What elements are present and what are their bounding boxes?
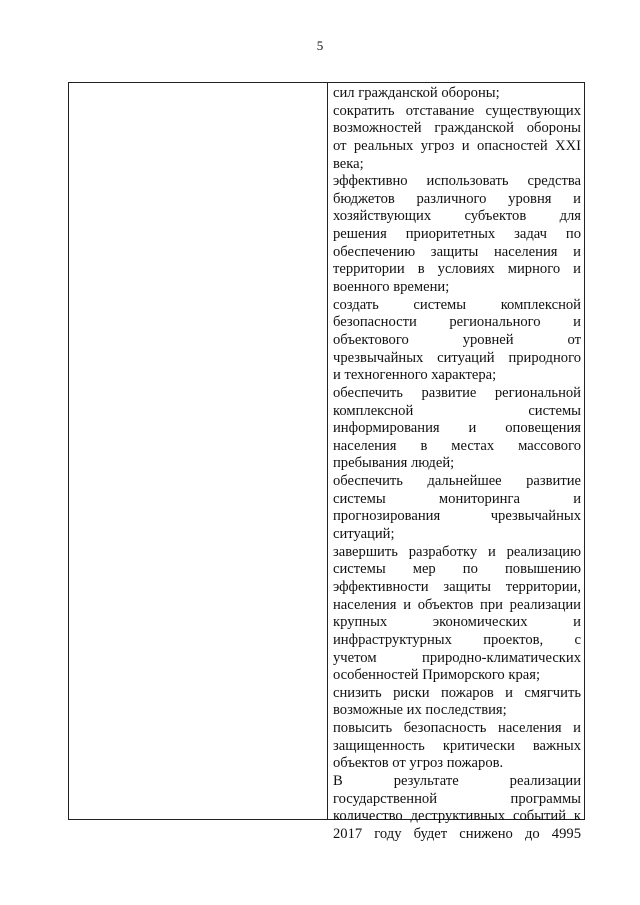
text-line: обеспечить развитие региональной xyxy=(333,384,581,401)
text-line: сил гражданской обороны; xyxy=(333,85,500,101)
text-line: пребывания людей; xyxy=(333,455,455,472)
text-line: особенностей Приморского края; xyxy=(333,667,541,684)
text-line: снизить риски пожаров и смягчить xyxy=(333,684,581,701)
text-line: государственной программы xyxy=(333,790,581,807)
text-line: сократить отставание существующих xyxy=(333,102,581,119)
text-line: военного времени; xyxy=(333,279,450,296)
text-line: защищенность критически важных xyxy=(333,737,581,754)
text-line: комплексной системы xyxy=(333,402,581,419)
text-line: обеспечить дальнейшее развитие xyxy=(333,473,581,490)
text-line: эффективности защиты территории, xyxy=(333,578,581,595)
text-line: обеспечению защиты населения и xyxy=(333,243,581,260)
text-line: территории в условиях мирного и xyxy=(333,261,581,278)
text-line: возможностей гражданской обороны xyxy=(333,120,581,137)
text-line: В результате реализации xyxy=(333,772,581,789)
text-line: объектов от угроз пожаров. xyxy=(333,755,504,772)
text-line: решения приоритетных задач по xyxy=(333,226,581,243)
table-left-cell xyxy=(69,83,328,819)
text-line: системы мониторинга и xyxy=(333,490,581,507)
page-number: 5 xyxy=(316,38,324,53)
text-line: возможные их последствия; xyxy=(333,702,507,719)
text-line: от реальных угроз и опасностей XXI xyxy=(333,137,581,154)
text-line: системы мер по повышению xyxy=(333,561,581,578)
text-line: эффективно использовать средства xyxy=(333,173,581,190)
text-line: бюджетов различного уровня и xyxy=(333,190,581,207)
text-line: прогнозирования чрезвычайных xyxy=(333,508,581,525)
text-line: учетом природно-климатических xyxy=(333,649,581,666)
text-line: крупных экономических и xyxy=(333,614,581,631)
text-line: чрезвычайных ситуаций природного xyxy=(333,349,581,366)
text-line: объектового уровней от xyxy=(333,331,581,348)
text-line: и техногенного характера; xyxy=(333,367,497,384)
table-right-cell xyxy=(328,83,584,842)
text-line: населения и объектов при реализации xyxy=(333,596,581,613)
text-line: количество деструктивных событий к xyxy=(333,808,581,825)
text-line: создать системы комплексной xyxy=(333,296,581,313)
text-line: хозяйствующих субъектов для xyxy=(333,208,581,225)
text-line: завершить разработку и реализацию xyxy=(333,543,581,560)
text-line: информирования и оповещения xyxy=(333,420,581,437)
text-line: века; xyxy=(333,155,364,172)
text-line: ситуаций; xyxy=(333,526,395,543)
text-line: 2017 году будет снижено до 4995 xyxy=(333,825,581,842)
text-line: населения в местах массового xyxy=(333,437,581,454)
text-line: инфраструктурных проектов, с xyxy=(333,631,581,648)
text-line: повысить безопасность населения и xyxy=(333,720,581,737)
text-line: безопасности регионального и xyxy=(333,314,581,331)
document-table xyxy=(68,82,585,842)
